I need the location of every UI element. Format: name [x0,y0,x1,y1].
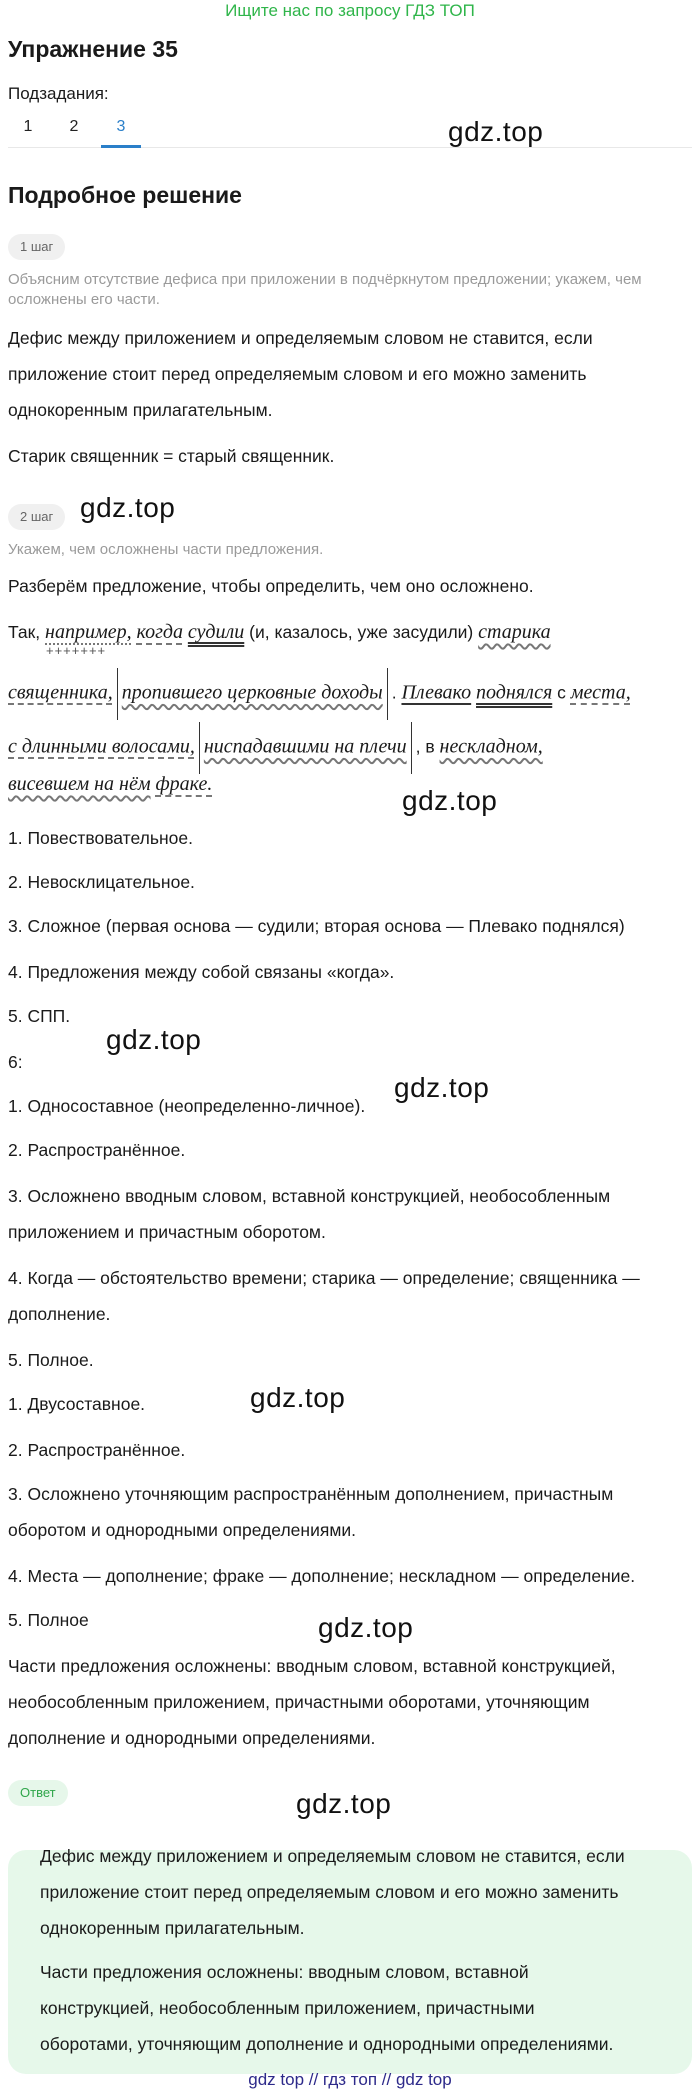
watermark: gdz.top [448,116,544,147]
analysis-line: 1. Повествовательное. [8,828,193,848]
tab-subtask-2[interactable]: 2 [69,118,79,135]
sentence-word: (и, казалось, уже засудили) [249,622,474,642]
analysis-line: 1. Односоставное (неопределенно-личное). [8,1096,366,1116]
exercise-title: Упражнение 35 [8,36,178,62]
analysis-line: 3. Сложное (первая основа — судили; вторая основа — Плевако поднялся) [8,916,625,936]
sentence-word: висевшем на нём [8,773,151,795]
analysis-line: Части предложения осложнены: вводным словом, вставной конструкцией, [8,1656,616,1676]
watermark: gdz.top [402,785,498,816]
answer-badge: Ответ [8,1780,68,1806]
answer-line: приложение стоит перед определяемым словом и его можно заменить [40,1882,619,1902]
sentence-word: священника, [8,681,113,704]
analysis-line: 3. Осложнено вводным словом, вставной конструкцией, необособленным [8,1186,611,1206]
sentence-word: с длинными волосами, [8,735,195,758]
step-2-intro: Разберём предложение, чтобы определить, чем оно осложнено. [8,576,534,596]
sentence-line-4 [8,766,692,802]
answer-line: Дефис между приложением и определяемым словом не ставится, если [40,1846,625,1866]
tab-subtask-3[interactable]: 3 [116,118,126,135]
subtasks-label: Подзадания: [8,84,109,103]
sentence-word: Так, [8,622,41,642]
step-2-caption: Укажем, чем осложнены части предложения. [8,541,324,558]
active-tab-indicator [101,145,141,148]
sentence-word: ниспадавшими на плечи [203,735,407,758]
answer-line: Части предложения осложнены: вводным словом, вставной [40,1962,529,1982]
sentence-word: пропившего церковные доходы [121,681,383,704]
footer-links[interactable]: gdz top // гдз топ // gdz top [248,2070,452,2089]
step-2-badge: 2 шаг [8,504,65,530]
step-1-line: однокоренным прилагательным. [8,400,273,420]
step-1-line: Дефис между приложением и определяемым словом не ставится, если [8,328,593,348]
sentence-word: места, [570,681,631,704]
analysis-line: 3. Осложнено уточняющим распространённым дополнением, причастным [8,1484,614,1504]
analysis-line: 2. Невосклицательное. [8,872,195,892]
analysis-line: 4. Предложения между собой связаны «когда». [8,962,395,982]
clause-bar [387,668,388,720]
watermark: gdz.top [80,492,176,523]
sentence-word: . [391,682,397,703]
step-1-line: приложение стоит перед определяемым словом и его можно заменить [8,364,587,384]
step-1-badge: 1 шаг [8,234,65,260]
sentence-word: Плевако [401,681,472,704]
sentence-word: с [557,682,566,703]
step-1-caption: Объясним отсутствие дефиса при приложении в подчёркнутом предложении; укажем, чем осложнены его части. [8,271,642,308]
sentence-line-2 [8,668,692,720]
analysis-line: необособленным приложением, причастными оборотами, уточняющим [8,1692,590,1712]
sentence-word: например, [45,621,132,643]
analysis-line: 5. Полное [8,1610,89,1630]
sentence-word: , в [415,736,435,757]
step-1-line: Старик священник = старый священник. [8,446,335,466]
sentence-line-1 [8,614,692,650]
analysis-line: 5. СПП. [8,1006,71,1026]
search-banner: Ищите нас по запросу ГДЗ ТОП [225,1,475,20]
watermark: gdz.top [250,1382,346,1413]
sentence-word: когда [136,621,183,643]
sentence-word: поднялся [476,681,553,704]
analysis-line: 2. Распространённое. [8,1440,186,1460]
watermark: gdz.top [296,1788,392,1819]
analysis-line: 4. Когда — обстоятельство времени; старика — определение; священника — [8,1268,640,1288]
analysis-line: дополнение. [8,1304,111,1324]
analysis-line: дополнение и однородными определениями. [8,1728,376,1748]
answer-line: оборотами, уточняющим дополнение и однородными определениями. [40,2034,614,2054]
analysis-line: 6: [8,1052,23,1072]
watermark: gdz.top [106,1024,202,1055]
watermark: gdz.top [318,1612,414,1643]
analysis-line: оборотом и однородными определениями. [8,1520,356,1540]
sentence-word: старика [478,621,551,643]
sentence-word: нескладном, [439,735,543,758]
analysis-line: приложением и причастным оборотом. [8,1222,326,1242]
answer-line: конструкцией, необособленным приложением, причастными [40,1998,535,2018]
clause-bar [117,668,118,720]
section-title: Подробное решение [8,182,242,208]
subtasks-tabs [8,114,692,148]
plus-marks: +++++++ [46,643,107,658]
answer-line: однокоренным прилагательным. [40,1918,305,1938]
analysis-line: 4. Места — дополнение; фраке — дополнение; нескладном — определение. [8,1566,636,1586]
analysis-line: 5. Полное. [8,1350,94,1370]
analysis-line: 1. Двусоставное. [8,1394,146,1414]
watermark: gdz.top [394,1072,490,1103]
sentence-word: фраке. [155,773,213,795]
tab-subtask-1[interactable]: 1 [23,118,33,135]
sentence-word: судили [187,621,245,643]
analysis-line: 2. Распространённое. [8,1140,186,1160]
